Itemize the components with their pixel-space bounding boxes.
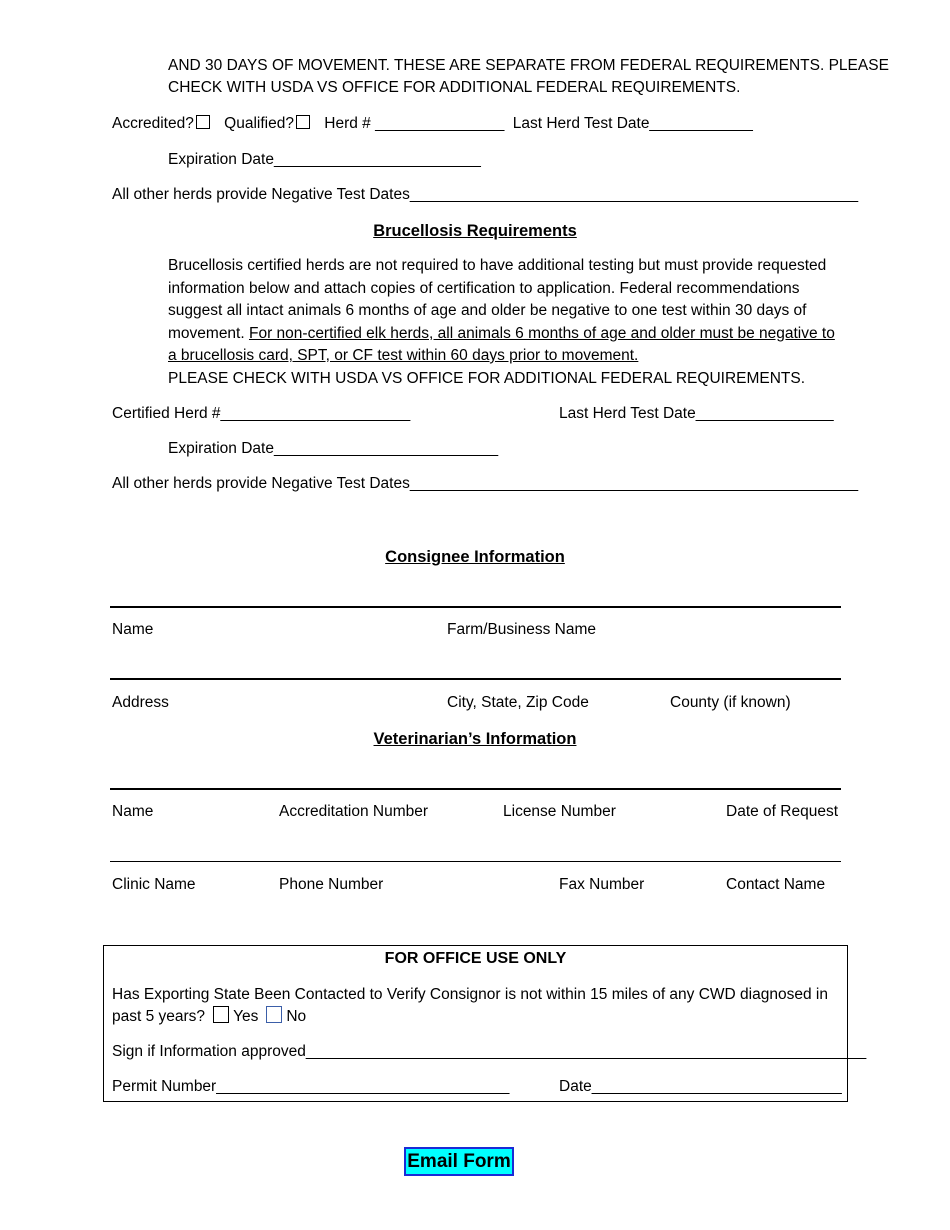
consignee-address-label: Address [112, 694, 169, 711]
qualified-checkbox[interactable] [296, 115, 310, 129]
brucellosis-paragraph-underlined: For non-certified elk herds, all animals 6 months of age and older must be negative to a brucellosis card, SPT, or CF test within 60 days prior to movement. [168, 324, 835, 364]
office-question-line-2 [112, 1006, 306, 1028]
tb-last-herd-test-field[interactable]: Last Herd Test Date____________ [512, 115, 753, 132]
email-form-button[interactable]: Email Form [404, 1147, 514, 1176]
veterinarian-clinic-line[interactable] [110, 861, 841, 862]
brucellosis-negative-test-dates-field[interactable]: All other herds provide Negative Test Dates____________________________________________________ [112, 475, 859, 492]
vet-phone-label: Phone Number [279, 876, 384, 893]
consignee-farm-label: Farm/Business Name [447, 621, 597, 638]
consignee-name-line[interactable] [110, 606, 841, 608]
office-use-box [103, 945, 867, 1102]
no-label: No [286, 1008, 307, 1025]
brucellosis-expiration-field[interactable]: Expiration Date__________________________ [168, 440, 499, 457]
tb-intro-line-2: CHECK WITH USDA VS OFFICE FOR ADDITIONAL FEDERAL REQUIREMENTS. [168, 79, 741, 96]
office-date-field[interactable]: Date_____________________________ [559, 1078, 842, 1095]
yes-label: Yes [233, 1008, 259, 1025]
tb-status-row [112, 113, 753, 135]
vet-clinic-label: Clinic Name [112, 876, 196, 893]
accredited-label: Accredited? [112, 115, 194, 132]
brucellosis-paragraph-tail: PLEASE CHECK WITH USDA VS OFFICE FOR ADDITIONAL FEDERAL REQUIREMENTS. [168, 369, 806, 387]
veterinarian-name-line[interactable] [110, 788, 841, 790]
vet-date-request-label: Date of Request [726, 803, 839, 820]
consignee-heading: Consignee Information [385, 548, 565, 566]
qualified-label: Qualified? [224, 115, 294, 132]
accredited-checkbox[interactable] [196, 115, 210, 129]
consignee-address-line[interactable] [110, 678, 841, 680]
sign-approval-field[interactable]: Sign if Information approved_________________________________________________________________ [112, 1043, 867, 1060]
tb-expiration-field[interactable]: Expiration Date________________________ [168, 151, 481, 168]
veterinarian-heading: Veterinarian’s Information [373, 730, 577, 748]
consignee-name-label: Name [112, 621, 154, 638]
office-question-text: past 5 years? [112, 1008, 206, 1025]
certified-herd-field[interactable]: Certified Herd #______________________ [112, 405, 411, 422]
vet-accreditation-label: Accreditation Number [279, 803, 429, 820]
consignee-city-label: City, State, Zip Code [447, 694, 589, 711]
vet-license-label: License Number [503, 803, 616, 820]
tb-intro-line-1: AND 30 DAYS OF MOVEMENT. THESE ARE SEPARATE FROM FEDERAL REQUIREMENTS. PLEASE [168, 57, 889, 74]
vet-fax-label: Fax Number [559, 876, 645, 893]
office-question-line-1: Has Exporting State Been Contacted to Verify Consignor is not within 15 miles of any CWD diagnosed in [112, 986, 828, 1003]
yes-checkbox[interactable] [213, 1006, 229, 1023]
brucellosis-paragraph-text: Brucellosis certified herds are not required to have additional testing but must provide requested information below and attach copies of certification to application. Federal recommendations suggest all intact animals 6 months of age and older be negative to one test within 30 days of movement. [168, 257, 827, 342]
herd-number-field[interactable]: Herd # _______________ [324, 115, 505, 132]
tb-negative-test-dates-field[interactable]: All other herds provide Negative Test Dates____________________________________________________ [112, 186, 859, 203]
vet-contact-label: Contact Name [726, 876, 826, 893]
brucellosis-paragraph [168, 255, 838, 390]
permit-number-field[interactable]: Permit Number__________________________________ [112, 1078, 510, 1095]
vet-name-label: Name [112, 803, 154, 820]
office-heading: FOR OFFICE USE ONLY [384, 950, 567, 967]
brucellosis-heading: Brucellosis Requirements [373, 222, 577, 240]
brucellosis-last-herd-test-field[interactable]: Last Herd Test Date________________ [559, 405, 834, 422]
consignee-county-label: County (if known) [670, 694, 791, 711]
no-checkbox[interactable] [266, 1006, 282, 1023]
